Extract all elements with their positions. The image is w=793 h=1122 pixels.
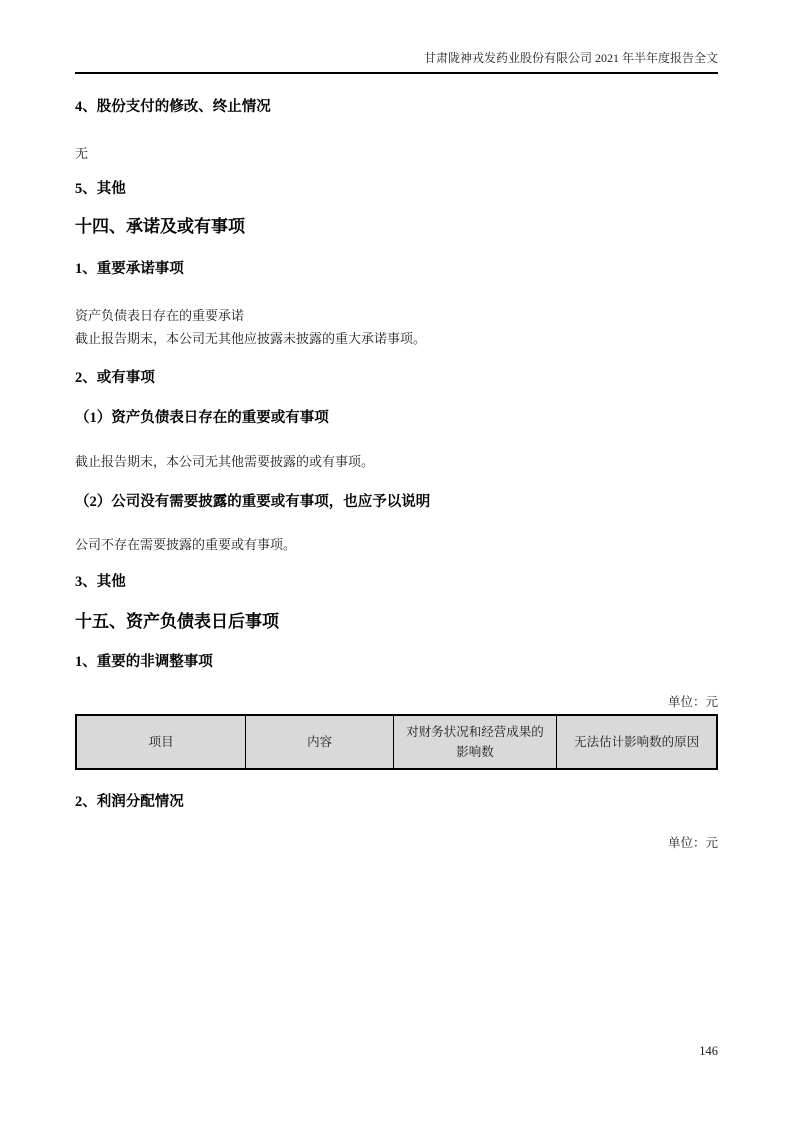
heading-contingencies: 2、或有事项 [75, 370, 155, 386]
heading-profit-distribution: 2、利润分配情况 [75, 794, 184, 810]
unit-label-profit-distribution: 单位：元 [667, 836, 718, 850]
table-header-row [76, 715, 717, 769]
heading-other-5: 5、其他 [75, 181, 126, 197]
contingencies-sub2-body: 公司不存在需要披露的重要或有事项。 [75, 537, 297, 552]
commitments-line-2: 截止报告期末，本公司无其他应披露未披露的重大承诺事项。 [75, 331, 427, 346]
commitments-line-1: 资产负债表日存在的重要承诺 [75, 308, 245, 323]
heading-non-adjusting-events: 1、重要的非调整事项 [75, 654, 213, 670]
contingencies-sub1-body: 截止报告期末，本公司无其他需要披露的或有事项。 [75, 454, 375, 469]
table-header-reason: 无法估计影响数的原因 [557, 715, 717, 769]
heading-chapter-14-commitments-contingencies: 十四、承诺及或有事项 [75, 217, 245, 236]
table-header-impact: 对财务状况和经营成果的影响数 [393, 715, 556, 769]
table-header-item: 项目 [76, 715, 246, 769]
heading-important-commitments: 1、重要承诺事项 [75, 261, 184, 277]
report-title: 甘肃陇神戎发药业股份有限公司 2021 年半年度报告全文 [423, 51, 718, 65]
page-number: 146 [699, 1044, 718, 1058]
heading-other-3: 3、其他 [75, 574, 126, 590]
non-adjusting-events-table [75, 714, 718, 770]
commitments-paragraph [75, 304, 718, 350]
heading-contingencies-sub2: （2）公司没有需要披露的重要或有事项，也应予以说明 [75, 494, 431, 510]
page-header [75, 50, 718, 74]
share-payment-body: 无 [75, 146, 89, 161]
heading-share-payment-modification: 4、股份支付的修改、终止情况 [75, 99, 271, 115]
unit-label-non-adjusting: 单位：元 [667, 695, 718, 709]
heading-chapter-15-post-balance-sheet-events: 十五、资产负债表日后事项 [75, 612, 279, 631]
heading-contingencies-sub1: （1）资产负债表日存在的重要或有事项 [75, 410, 329, 426]
table-header-content: 内容 [246, 715, 393, 769]
